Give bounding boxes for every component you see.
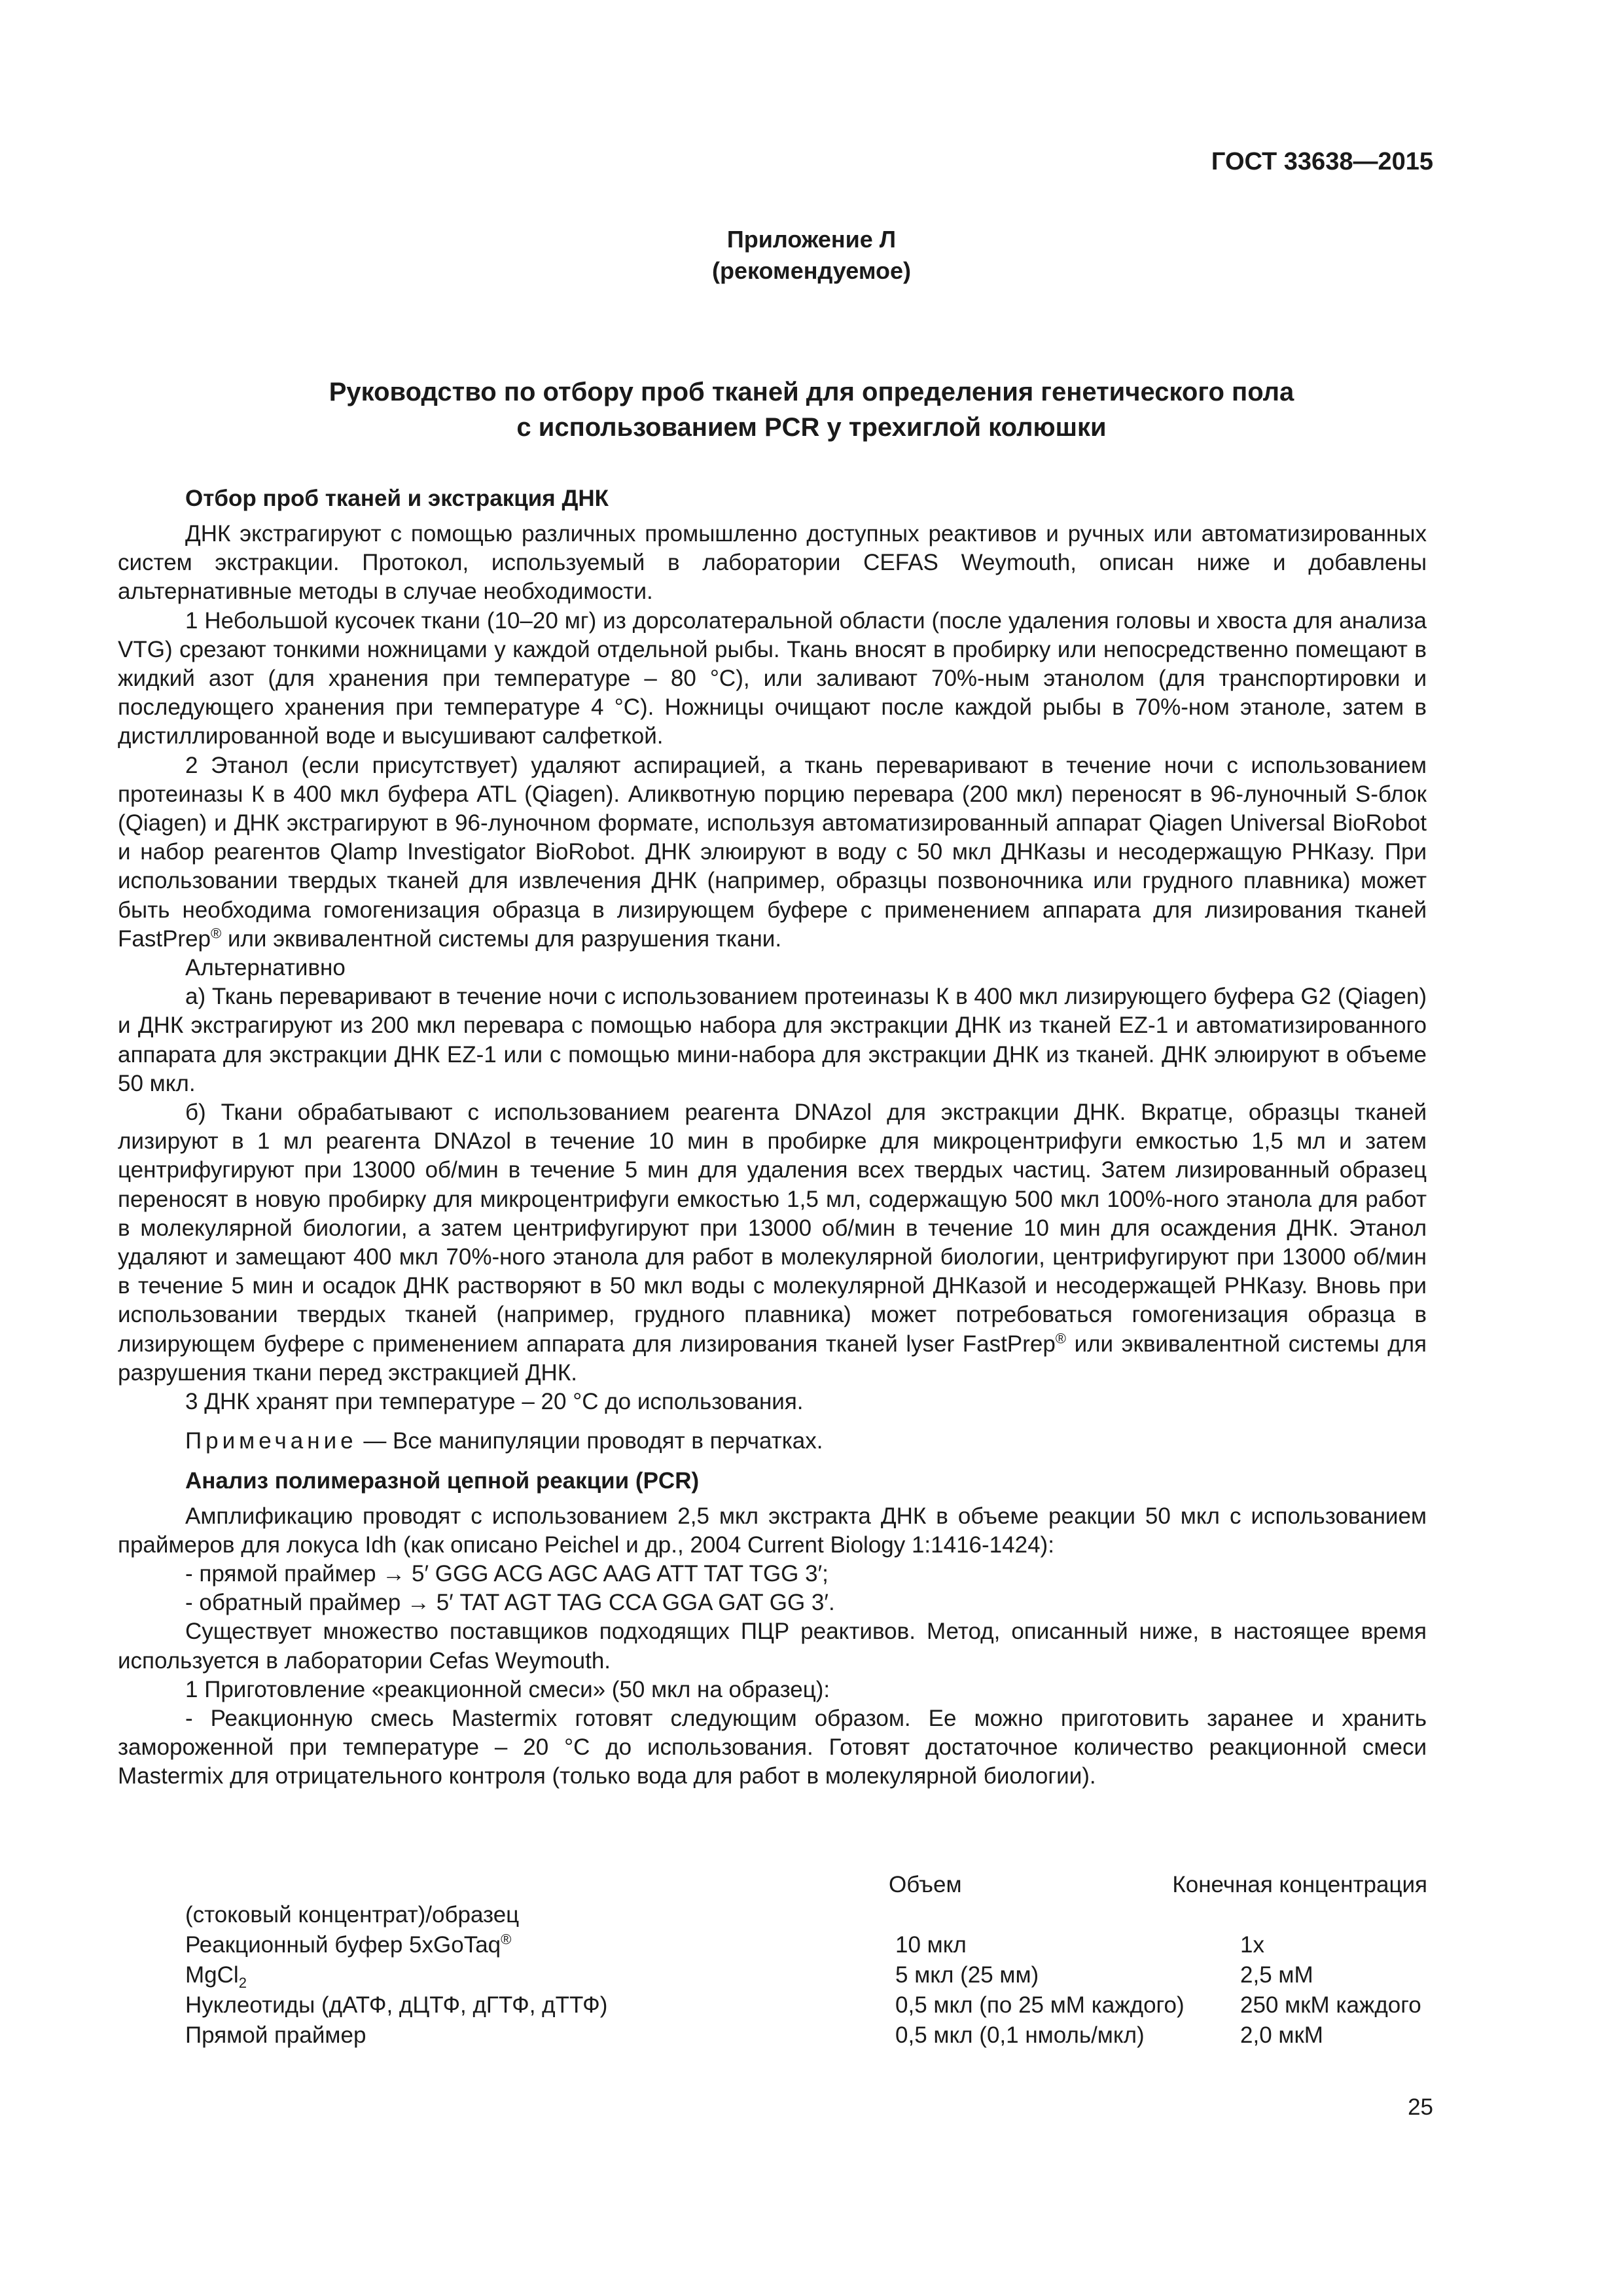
reagent-volume: 10 мкл bbox=[895, 1932, 967, 1958]
table-row bbox=[185, 2022, 1427, 2053]
registered-mark: ® bbox=[1055, 1330, 1067, 1347]
paragraph-suppliers: Существует множество поставщиков подходящих ПЦР реактивов. Метод, описанный ниже, в настоящее время используется в лаборатории Cefas Weymouth. bbox=[118, 1619, 1427, 1674]
reagent-name: Прямой праймер bbox=[185, 2022, 366, 2048]
paragraph-intro: ДНК экстрагируют с помощью различных промышленно доступных реактивов и ручных или автоматизированных систем экстракции. Протокол, используемый в лаборатории CEFAS Weymouth, описан ниже и добавлены альтернативные методы в случае необходимости. bbox=[118, 521, 1427, 605]
main-content bbox=[118, 483, 1427, 1791]
note bbox=[118, 1427, 1427, 1456]
column-header-concentration: Конечная концентрация bbox=[1172, 1872, 1427, 1897]
step-2-text: 2 Этанол (если присутствует) удаляют аспирацией, а ткань переваривают в течение ночи с использованием протеиназы К в 400 мкл буфера ATL (Qiagen). Аликвотную порцию перевара (200 мкл) переносят в 96-луночный S-блок (Qiagen) и ДНК экстрагируют в 96-луночном формате, используя автоматизированный аппарат Qiagen Universal BioRobot и набор реагентов Qlamp Investigator BioRobot. ДНК элюируют в воду с 50 мкл ДНКазы и несодержащую РНКазу. При использовании твердых тканей для извлечения ДНК (например, образцы позвоночника или грудного плавника) может быть необходима гомогенизация образца в лизирующем буфере с применением аппарата для лизирования тканей FastPrep bbox=[118, 752, 1427, 952]
appendix-kind: (рекомендуемое) bbox=[712, 257, 911, 284]
paragraph-step-1: 1 Небольшой кусочек ткани (10–20 мг) из дорсолатеральной области (после удаления головы и хвоста для анализа VTG) срезают тонкими ножницами у каждой отдельной рыбы. Ткань вносят в пробирку или непосредственно помещают в жидкий азот (для хранения при температуре – 80 °С), или заливают 70%-ным этанолом (для транспортировки и последующего хранения при температуре 4 °С). Ножницы очищают после каждой рыбы в 70%-ном этаноле, затем в дистиллированной воде и высушивают салфеткой. bbox=[118, 607, 1427, 749]
paragraph-alternative: Альтернативно bbox=[185, 955, 346, 981]
reagent-concentration: 2,0 мкМ bbox=[1240, 2022, 1323, 2048]
page-number: 25 bbox=[1408, 2094, 1433, 2120]
paragraph-mix-prep: 1 Приготовление «реакционной смеси» (50 мкл на образец): bbox=[185, 1676, 830, 1702]
stock-label: (стоковый концентрат)/образец bbox=[185, 1902, 520, 1928]
table-header-row bbox=[185, 1872, 1427, 1902]
note-text: — Все манипуляции проводят в перчатках. bbox=[357, 1428, 823, 1454]
paragraph-step-2 bbox=[118, 751, 1427, 954]
appendix-heading bbox=[0, 224, 1623, 287]
registered-mark: ® bbox=[501, 1931, 512, 1948]
paragraph-alt-a: а) Ткань переваривают в течение ночи с использованием протеиназы К в 400 мкл лизирующего буфера G2 (Qiagen) и ДНК экстрагируют из 200 мкл перевара с помощью набора для экстракции ДНК из тканей EZ-1 и автоматизированного аппарата для экстракции ДНК EZ-1 или с помощью мини-набора для экстракции ДНК из тканей. ДНК элюируют в объеме 50 мкл. bbox=[118, 984, 1427, 1096]
table-row bbox=[185, 1992, 1427, 2022]
standard-number: ГОСТ 33638—2015 bbox=[1211, 148, 1433, 175]
registered-mark: ® bbox=[211, 925, 222, 942]
section-heading-pcr: Анализ полимеразной цепной реакции (PCR) bbox=[185, 1467, 700, 1494]
title-line-2: с использованием PCR у трехиглой колюшки bbox=[516, 413, 1107, 442]
section-heading-sampling: Отбор проб тканей и экстракция ДНК bbox=[185, 486, 609, 511]
reagent-concentration: 2,5 мМ bbox=[1240, 1962, 1313, 1988]
paragraph-step-3: 3 ДНК хранят при температуре – 20 °С до использования. bbox=[185, 1389, 804, 1415]
reagent-volume: 5 мкл (25 мм) bbox=[895, 1962, 1039, 1988]
reagent-concentration: 1x bbox=[1240, 1932, 1264, 1958]
reverse-primer: - обратный праймер → 5′ TAT AGT TAG CCA GGA GAT GG 3′. bbox=[185, 1590, 835, 1616]
table-row bbox=[185, 1902, 1427, 1932]
reagent-volume: 0,5 мкл (по 25 мМ каждого) bbox=[895, 1992, 1185, 2018]
reagent-concentration: 250 мкМ каждого bbox=[1240, 1992, 1421, 2018]
paragraph-alt-b bbox=[118, 1098, 1427, 1388]
alt-b-end: или эквивалентной системы для разрушения ткани перед экстракцией ДНК. bbox=[118, 1331, 1427, 1386]
reagent-name bbox=[185, 1962, 247, 1991]
appendix-name: Приложение Л bbox=[726, 226, 897, 253]
title-line-1: Руководство по отбору проб тканей для определения генетического пола bbox=[329, 378, 1294, 406]
reagent-name-text: MgCl bbox=[185, 1962, 239, 1988]
subscript: 2 bbox=[238, 1975, 247, 1991]
reagent-name-text: Реакционный буфер 5xGoTaq bbox=[185, 1932, 501, 1958]
column-header-volume: Объем bbox=[889, 1872, 962, 1897]
paragraph-mastermix: - Реакционную смесь Mastermix готовят следующим образом. Ее можно приготовить заранее и хранить замороженной при температуре – 20 °С до использования. Готовят достаточное количество реакционной смеси Mastermix для отрицательного контроля (только вода для работ в молекулярной биологии). bbox=[118, 1705, 1427, 1789]
forward-primer: - прямой праймер → 5′ GGG ACG AGC AAG ATT TAT TGG 3′; bbox=[185, 1560, 829, 1587]
alt-b-text: б) Ткани обрабатывают с использованием реагента DNAzol для экстракции ДНК. Вкратце, образцы тканей лизируют в 1 мл реагента DNAzol в течение 10 мин в пробирке для микроцентрифуги емкостью 1,5 мл и затем центрифугируют при 13000 об/мин в течение 5 мин для удаления всех твердых частиц. Затем лизированный образец переносят в новую пробирку для микроцентрифуги емкостью 1,5 мл, содержащую 500 мкл 100%-ного этанола для работ в молекулярной биологии, а затем центрифугируют при 13000 об/мин в течение 10 мин для осаждения ДНК. Этанол удаляют и замещают 400 мкл 70%-ного этанола для работ в молекулярной биологии, центрифугируют при 13000 об/мин в течение 5 мин и осадок ДНК растворяют в 50 мкл воды с молекулярной ДНКазой и несодержащей РНКазу. Вновь при использовании твердых тканей (например, грудного плавника) может потребоваться гомогенизация образца в лизирующем буфере с применением аппарата для лизирования тканей lyser FastPrep bbox=[118, 1100, 1427, 1357]
reagent-table bbox=[185, 1872, 1427, 2053]
paragraph-pcr-intro: Амплификацию проводят с использованием 2,5 мкл экстракта ДНК в объеме реакции 50 мкл с использованием праймеров для локуса Idh (как описано Peichel и др., 2004 Current Biology 1:1416-1424): bbox=[118, 1503, 1427, 1558]
table-row bbox=[185, 1932, 1427, 1962]
document-title bbox=[0, 374, 1623, 445]
reagent-volume: 0,5 мкл (0,1 нмоль/мкл) bbox=[895, 2022, 1145, 2048]
table-row bbox=[185, 1962, 1427, 1992]
reagent-name bbox=[185, 1932, 511, 1958]
reagent-name: Нуклеотиды (дАТФ, дЦТФ, дГТФ, дТТФ) bbox=[185, 1992, 608, 2018]
step-2-end: или эквивалентной системы для разрушения ткани. bbox=[221, 925, 782, 952]
note-label: Примечание bbox=[185, 1428, 357, 1454]
